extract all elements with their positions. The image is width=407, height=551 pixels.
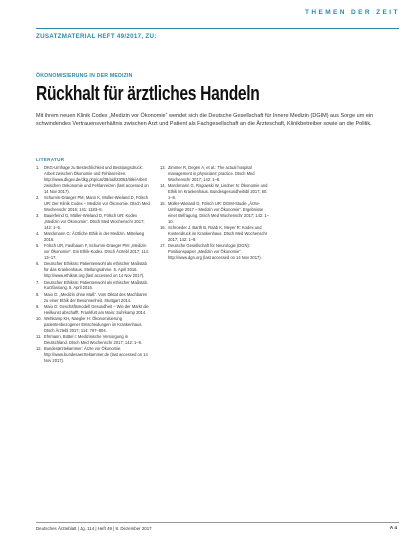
page-number: A 4 (389, 526, 397, 531)
reference-item (160, 183, 270, 201)
reference-number: 6. (36, 261, 40, 267)
reference-number: 8. (36, 291, 40, 297)
reference-text: Müller-Wieland D, Fölsch UR: DGIM-Studie „Ärzte-Umfrage 2017 – Medizin vor Ökonomie“. Ergebnisse einer Befragung. Dtsch Med Wochenschr 2017; 142: 1–10. (168, 201, 269, 224)
reference-text: Schumm-Draeger PM, Mann K, Müller-Wieland D, Fölsch UR: Der Klinik Codex – Medizin vor Ökonomie. Dtsch Med Wochenschr 2016; 141: 1183–5. (44, 194, 150, 212)
reference-text: Maio G: Geschäftsmodell Gesundheit – Wie der Markt die Heilkunst abschafft. Frankfurt am Main: Suhrkamp 2014. (44, 303, 149, 315)
reference-item (160, 165, 270, 183)
reference-text: Fölsch UR, Faulbaum F, Schumm-Draeger PM: „Medizin vor Ökonomie“. Ein Ethik-Kodex. Dtsch Ärztebl 2017; 114: 13–17. (44, 243, 150, 261)
reference-item (36, 316, 150, 334)
reference-item (36, 261, 150, 279)
reference-item (160, 225, 270, 243)
reference-number: 9. (36, 303, 40, 309)
article-lead: Mit ihrem neuen Klinik Codex „Medizin vor Ökonomie“ wendet sich die Deutsche Gesellschaft für Innere Medizin (DGIM) aus Sorge um ein schwindendes Vertrauensverhältnis zwischen Arzt und Patient als Fachgesellschaft an die Ärzteschaft, Klinikbetreiber sowie an die Politik. (36, 113, 374, 128)
section-label: THEMEN DER ZEIT (305, 9, 400, 16)
bottom-divider (36, 522, 399, 523)
reference-text: Maio G: „Medizin ohne Maß“. Vom Diktat des Machbaren zu einer Ethik der Besonnenheit. Stuttgart 2014. (44, 291, 148, 303)
reference-text: Marckmann G: Ärztliche Ethik in der Medizin. Mittelweg 2016. (44, 231, 145, 243)
reference-item (36, 213, 150, 231)
top-divider (36, 28, 399, 29)
reference-item (36, 292, 150, 304)
reference-item (160, 243, 270, 261)
literature-column-1 (36, 165, 150, 365)
reference-text: Bauerfeind G, Müller-Wieland D, Fölsch UR: Kodex „Medizin vor Ökonomie“. Dtsch Med Wochenschr 2017; 142: 1–5. (44, 213, 145, 230)
reference-text: Deutscher Ethikrat: Patientenwohl als ethischer Maßstab für das Krankenhaus. Stellungnahme. 5. April 2016. http://www.ethikrat.org (last accessed on 14 Nov 2017). (44, 261, 147, 279)
reference-item (36, 304, 150, 316)
reference-number: 11. (36, 334, 42, 340)
reference-number: 1. (36, 165, 40, 170)
reference-item (36, 334, 150, 346)
reference-text: Deutscher Ethikrat: Patientenwohl als ethischer Maßstab. Kurzfassung. 5. April 2016. (44, 279, 148, 291)
reference-item (36, 165, 150, 195)
reference-number: 7. (36, 279, 40, 285)
article-kicker: ÖKONOMISIERUNG IN DER MEDIZIN (36, 73, 133, 79)
reference-text: Zimmer R, Degen A, et al.: The actual hospital management in physicians' practice. Dtsch Med Wochenschr 2017; 142: 1–8. (168, 165, 255, 182)
reference-number: 4. (36, 231, 40, 237)
reference-number: 14. (160, 183, 166, 189)
reference-number: 17. (160, 243, 166, 249)
reference-item (160, 201, 270, 225)
reference-text: Ehrmann, Büttel I: Medizinische Versorgung in Deutschland. Dtsch Med Wochenschr 2017; 142: 1–9. (44, 334, 143, 346)
reference-number: 15. (160, 201, 166, 207)
reference-number: 13. (160, 165, 166, 170)
literature-heading: LITERATUR (36, 157, 65, 162)
journal-footer: Deutsches Ärzteblatt | Jg. 114 | Heft 49 | 8. Dezember 2017 (36, 526, 152, 531)
reference-number: 12. (36, 346, 42, 352)
reference-number: 3. (36, 213, 40, 219)
reference-text: Deutsche Gesellschaft für Neurologie (DGN): Positionspapier „Medizin vor Ökonomie“. http://www.dgn.org (last accessed on 14 Nov 2017). (168, 243, 262, 261)
reference-text: Bundesärztekammer: Ärzte vor Ökonomie. http://www.bundesaerztekammer.de (last accessed on 14 Nov 2017). (44, 346, 148, 364)
reference-item (36, 346, 150, 364)
reference-number: 16. (160, 225, 166, 231)
reference-number: 10. (36, 316, 42, 322)
reference-text: Marckmann G, Rogowski W, Lindner N: Ökonomie und Ethik im Krankenhaus. Bundesgesundheitsbl 2017; 60: 1–8. (168, 183, 268, 200)
reference-number: 5. (36, 243, 40, 249)
reference-text: Wehkamp KH, Naegler H: Ökonomisierung patientenbezogener Entscheidungen im Krankenhaus. Dtsch Ärztebl 2017; 114: 797–804. (44, 316, 143, 333)
reference-number: 2. (36, 194, 40, 200)
reference-item (36, 280, 150, 292)
supplement-label: ZUSATZMATERIAL HEFT 49/2017, ZU: (36, 33, 157, 40)
article-title: Rückhalt für ärztliches Handeln (36, 83, 260, 105)
reference-item (36, 231, 150, 243)
reference-text: DKG-Umfrage zu Bestechlichkeit und Beratungsdruck: Arbeit zwischen Ökonomie und Fehlanreizen. http://www.dkgev.de/dkg.php/cat/38/aid/23063/title/Arbeit zwischen Oekonomie und Fehlanreizen (last accessed on 14 Nov 2017). (44, 165, 149, 194)
reference-item (36, 195, 150, 213)
literature-column-2 (160, 165, 270, 261)
reference-text: Schroeder J, Barth B, Raab K, Meyer R: Kodex und Kostendruck im Krankenhaus. Dtsch Med Wochenschr 2017; 142: 1–9. (168, 225, 268, 243)
reference-item (36, 243, 150, 261)
